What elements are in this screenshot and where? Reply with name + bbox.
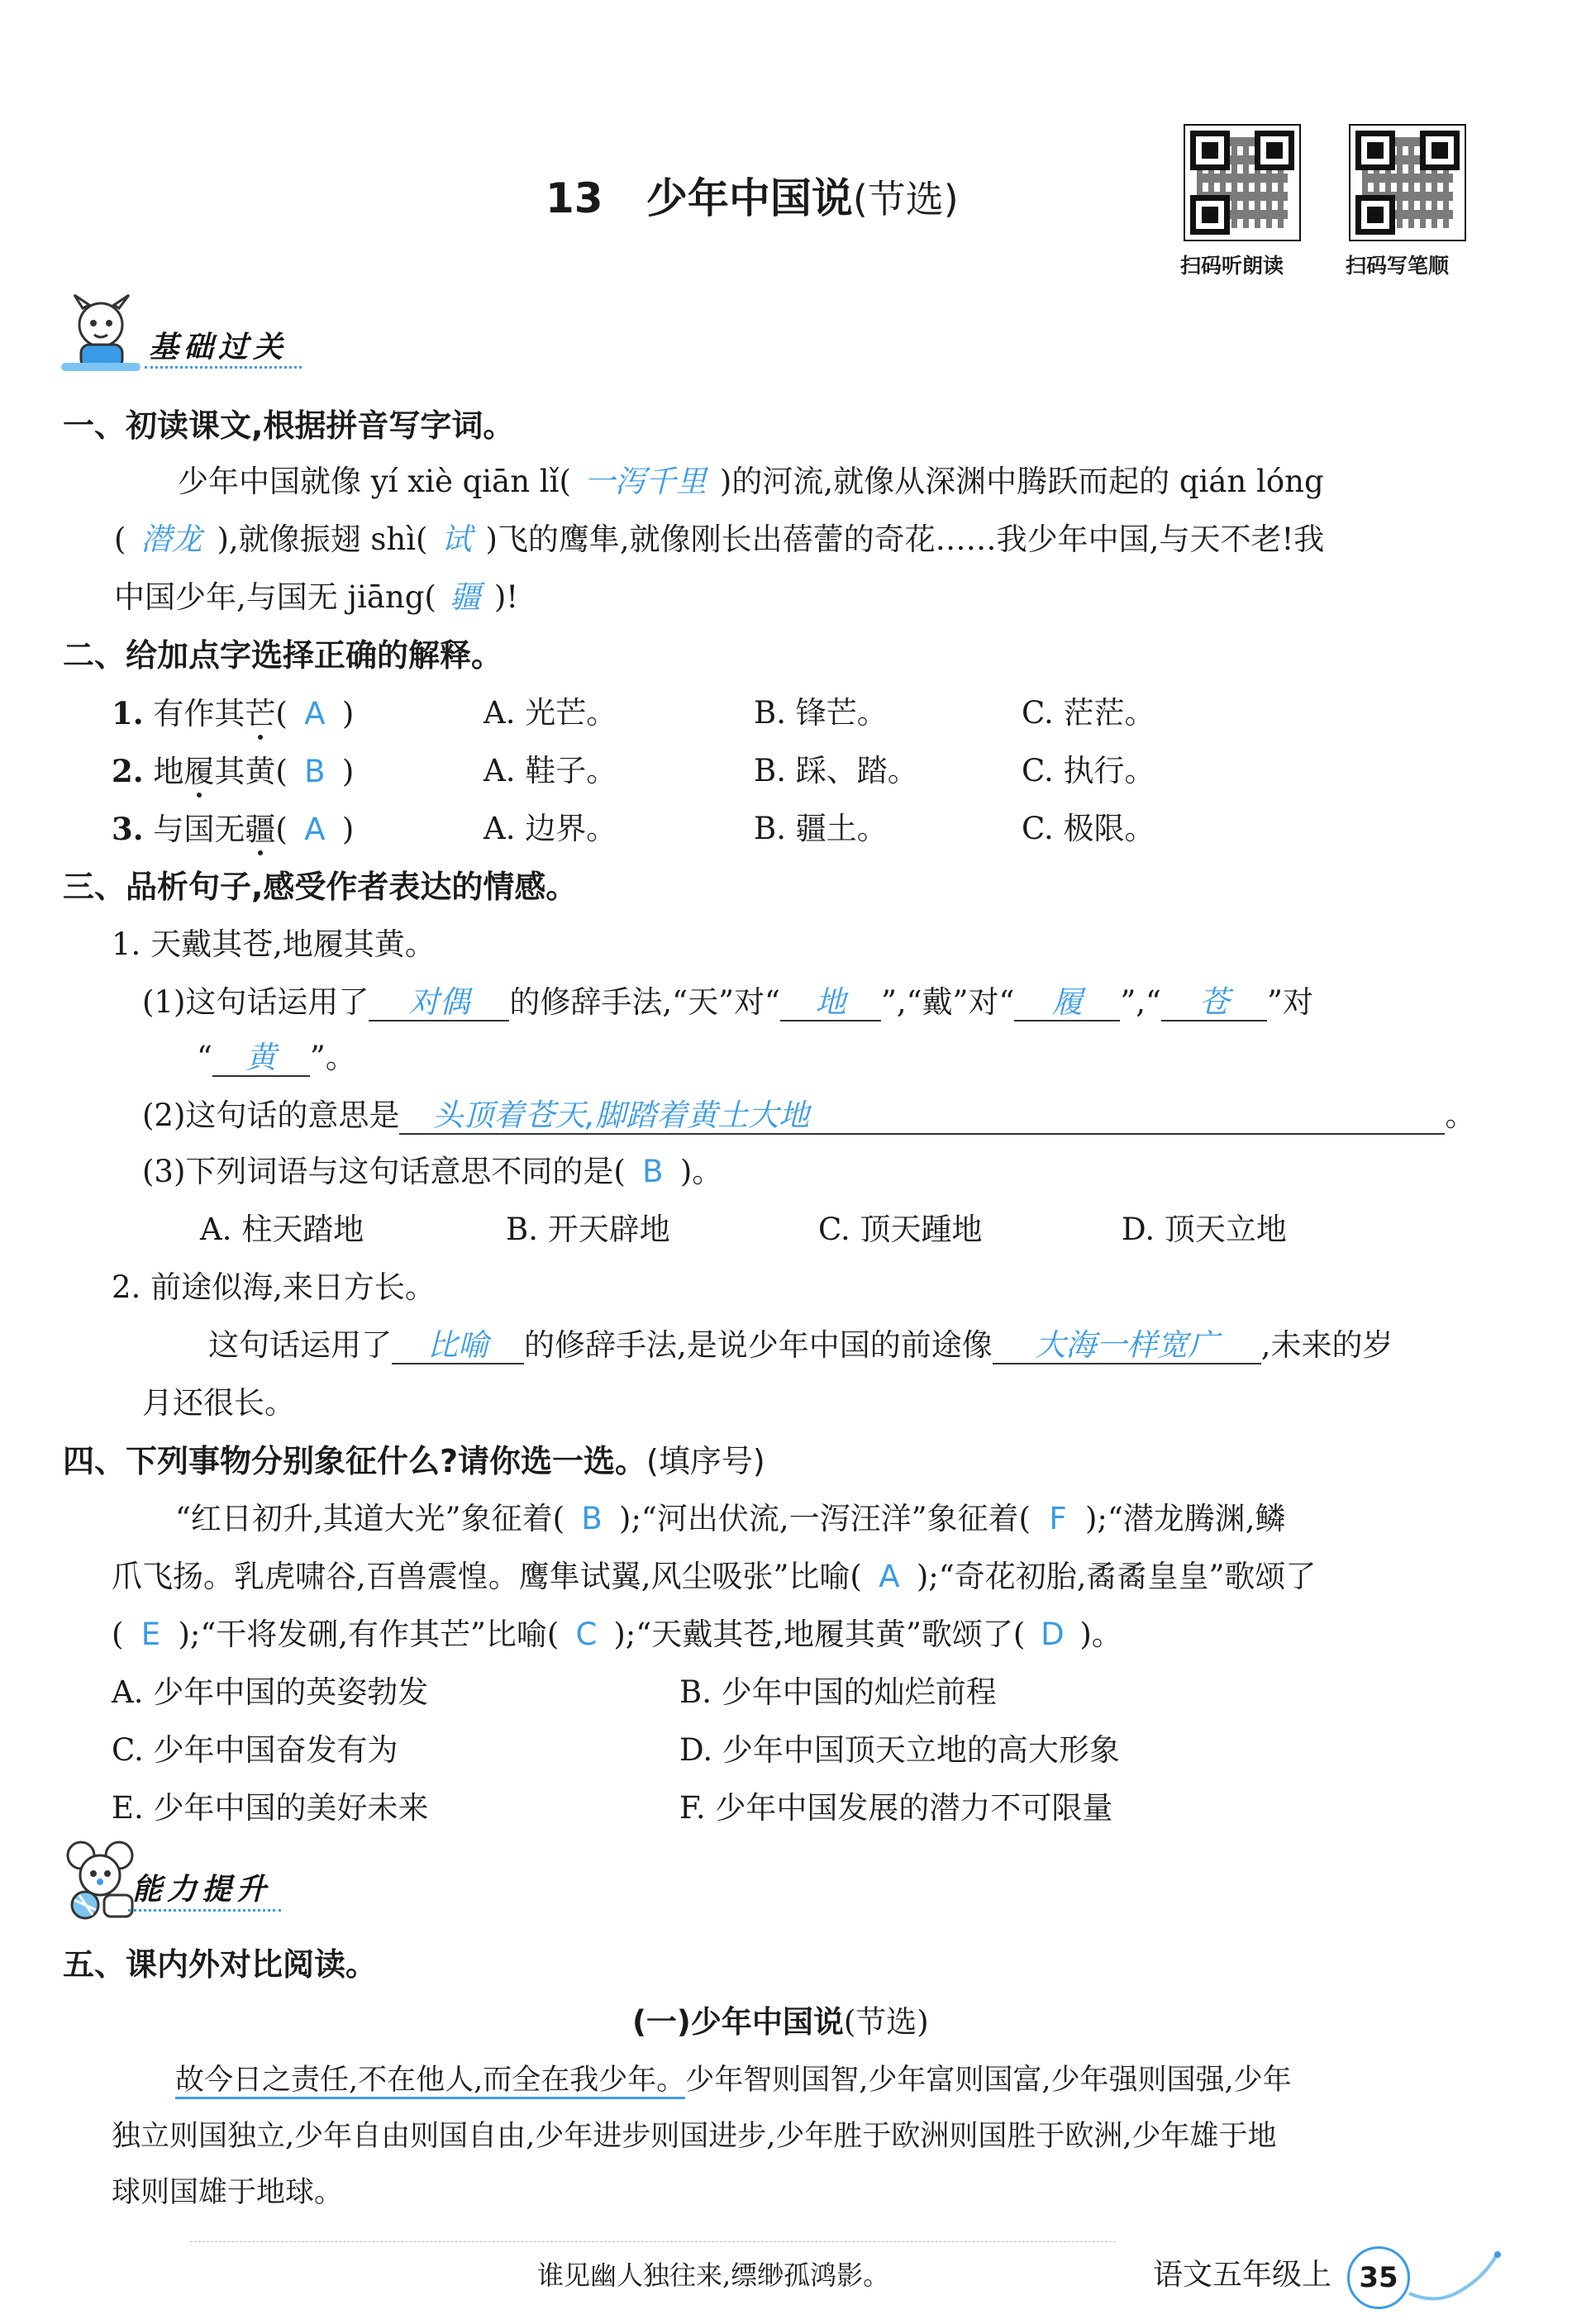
q3-answer-lv: 履 xyxy=(1014,985,1120,1022)
q5-para-line-2: 独立则国独立,少年自由则国自由,少年进步则国进步,少年胜于欧洲则国胜于欧洲,少年雄于地 xyxy=(112,2120,1277,2153)
qr-code-stroke[interactable] xyxy=(1349,124,1466,241)
q2-item-2: 2. 地履其黄( B ) xyxy=(112,753,355,789)
q3-answer-di: 地 xyxy=(780,985,881,1022)
q3-opt-c: C. 顶天踵地 xyxy=(818,1212,983,1247)
q2-item-3: 3. 与国无疆( A ) xyxy=(112,811,355,847)
q3-answer-meaning: 头顶着苍天,脚踏着黄土大地 xyxy=(399,1098,1445,1135)
q3-answer-cang: 苍 xyxy=(1161,985,1267,1022)
q5-heading: 五、课内外对比阅读。 xyxy=(63,1946,378,1983)
footer-divider xyxy=(190,2241,1116,2242)
mascot-goat-icon xyxy=(58,293,149,376)
q1-heading: 一、初读课文,根据拼音写字词。 xyxy=(63,407,515,444)
q4-line-2: 爪飞扬。乳虎啸谷,百兽震惶。鹰隼试翼,风尘吸张”比喻( A );“奇花初胎,矞矞皇皇”歌颂了 xyxy=(112,1556,1316,1598)
q3-part-1: (1)这句话运用了 对偶 的修辞手法,“天”对“ 地 ”,“戴”对“ 履 ”,“ 苍 ”对 xyxy=(142,984,1313,1020)
page-title xyxy=(545,165,959,225)
q3-part-3: (3)下列词语与这句话意思不同的是( B )。 xyxy=(142,1151,722,1193)
section-basic-underline xyxy=(145,360,302,369)
q1-answer-4: 疆 xyxy=(450,579,481,615)
q4-opt-f: F. 少年中国发展的潜力不可限量 xyxy=(679,1790,1113,1826)
page-number: 35 xyxy=(1347,2246,1410,2309)
q5-subtitle: (一)少年中国说(节选) xyxy=(632,2004,929,2040)
q4-opt-d: D. 少年中国顶天立地的高大形象 xyxy=(679,1732,1120,1768)
q1-line-2: ( 潜龙 ),就像振翅 shì( 试 )飞的鹰隼,就像刚长出蓓蕾的奇花……我少年中国,与天不老!我 xyxy=(114,519,1324,560)
q2-item-1: 1. 有作其芒( A ) xyxy=(112,695,355,731)
q4-heading: 四、下列事物分别象征什么?请你选一选。(填序号) xyxy=(63,1443,765,1479)
section-advanced-underline xyxy=(128,1903,281,1912)
q5-underlined-sentence: 故今日之责任,不在他人,而全在我少年。 xyxy=(175,2064,685,2099)
q3-answer-choice: B xyxy=(642,1154,664,1189)
q4-opt-e: E. 少年中国的美好未来 xyxy=(112,1790,429,1826)
q4-line-3: ( E );“干将发硎,有作其芒”比喻( C );“天戴其苍,地履其黄”歌颂了( D )。 xyxy=(112,1614,1122,1655)
footer-swirl-icon xyxy=(1405,2248,1504,2306)
q1-line-1: 少年中国就像 yí xiè qiān lǐ( 一泻千里 )的河流,就像从深渊中腾跃而起的 qián lóng xyxy=(178,461,1324,502)
q1-answer-2: 潜龙 xyxy=(141,521,202,557)
q4-opt-c: C. 少年中国奋发有为 xyxy=(112,1732,398,1768)
q1-answer-1: 一泻千里 xyxy=(584,464,707,499)
q4-answer-6: D xyxy=(1041,1617,1065,1652)
q4-answer-5: C xyxy=(575,1617,598,1652)
q3-opt-d: D. 顶天立地 xyxy=(1122,1212,1287,1247)
q3-part-2: (2)这句话的意思是 头顶着苍天,脚踏着黄土大地 。 xyxy=(142,1098,1476,1133)
q2-item-3-opt-a: A. 边界。 xyxy=(484,811,617,846)
footer-quote: 谁见幽人独往来,缥缈孤鸿影。 xyxy=(537,2260,890,2291)
q1-line-3: 中国少年,与国无 jiāng( 疆 )! xyxy=(114,577,518,618)
q2-item-1-opt-c: C. 茫茫。 xyxy=(1022,695,1155,731)
q2-item-2-opt-c: C. 执行。 xyxy=(1022,753,1155,788)
q2-item-2-opt-b: B. 踩、踏。 xyxy=(754,753,918,788)
section-basic: 基础过关 xyxy=(149,331,288,364)
q3-sentence-2: 2. 前途似海,来日方长。 xyxy=(112,1269,436,1305)
qr-label-listen: 扫码听朗读 xyxy=(1180,254,1284,278)
q3-answer-metaphor: 比喻 xyxy=(392,1328,524,1364)
lesson-name: 少年中国说 xyxy=(645,174,853,222)
lesson-number: 13 xyxy=(545,174,603,222)
q2-item-3-opt-b: B. 疆土。 xyxy=(754,811,888,846)
section-advanced: 能力提升 xyxy=(132,1873,272,1907)
q4-line-1: “红日初升,其道大光”象征着( B );“河出伏流,一泻汪洋”象征着( F );“潜龙腾渊,鳞 xyxy=(175,1498,1286,1540)
footer-book: 语文五年级上 xyxy=(1153,2258,1332,2292)
q4-opt-a: A. 少年中国的英姿勃发 xyxy=(112,1674,429,1710)
q3-opt-a: A. 柱天踏地 xyxy=(200,1212,364,1247)
q1-answer-3: 试 xyxy=(441,521,472,557)
q2-item-2-opt-a: A. 鞋子。 xyxy=(484,753,617,788)
q2-item-3-opt-c: C. 极限。 xyxy=(1022,811,1155,846)
q3-heading: 三、品析句子,感受作者表达的情感。 xyxy=(63,869,578,905)
q3-answer-future: 大海一样宽广 xyxy=(993,1328,1261,1364)
q4-answer-4: E xyxy=(141,1617,161,1652)
q3-part-1-cont: “ 黄 ”。 xyxy=(197,1040,356,1075)
q5-para-line-3: 球则国雄于地球。 xyxy=(112,2176,344,2209)
lesson-sub: (节选) xyxy=(852,177,959,221)
q3-answer-rhetoric: 对偶 xyxy=(369,985,509,1022)
q4-answer-3: A xyxy=(879,1559,900,1594)
q2-item-1-opt-b: B. 锋芒。 xyxy=(754,695,888,731)
q3-part-4-cont: 月还很长。 xyxy=(142,1385,295,1421)
q3-part-4: 这句话运用了 比喻 的修辞手法,是说少年中国的前途像 大海一样宽广 ,未来的岁 xyxy=(208,1327,1393,1363)
q4-opt-b: B. 少年中国的灿烂前程 xyxy=(679,1674,997,1710)
q2-heading: 二、给加点字选择正确的解释。 xyxy=(63,637,503,674)
qr-label-stroke: 扫码写笔顺 xyxy=(1346,254,1450,278)
q4-answer-1: B xyxy=(581,1501,603,1536)
q5-para-line-1: 故今日之责任,不在他人,而全在我少年。少年智则国智,少年富则国富,少年强则国强,少年 xyxy=(175,2060,1292,2101)
q4-answer-2: F xyxy=(1049,1501,1067,1536)
q2-item-1-opt-a: A. 光芒。 xyxy=(484,695,617,731)
q3-sentence-1: 1. 天戴其苍,地履其黄。 xyxy=(112,926,436,962)
q3-answer-huang: 黄 xyxy=(212,1041,310,1077)
qr-code-listen[interactable] xyxy=(1184,124,1301,241)
q3-opt-b: B. 开天辟地 xyxy=(506,1212,670,1247)
